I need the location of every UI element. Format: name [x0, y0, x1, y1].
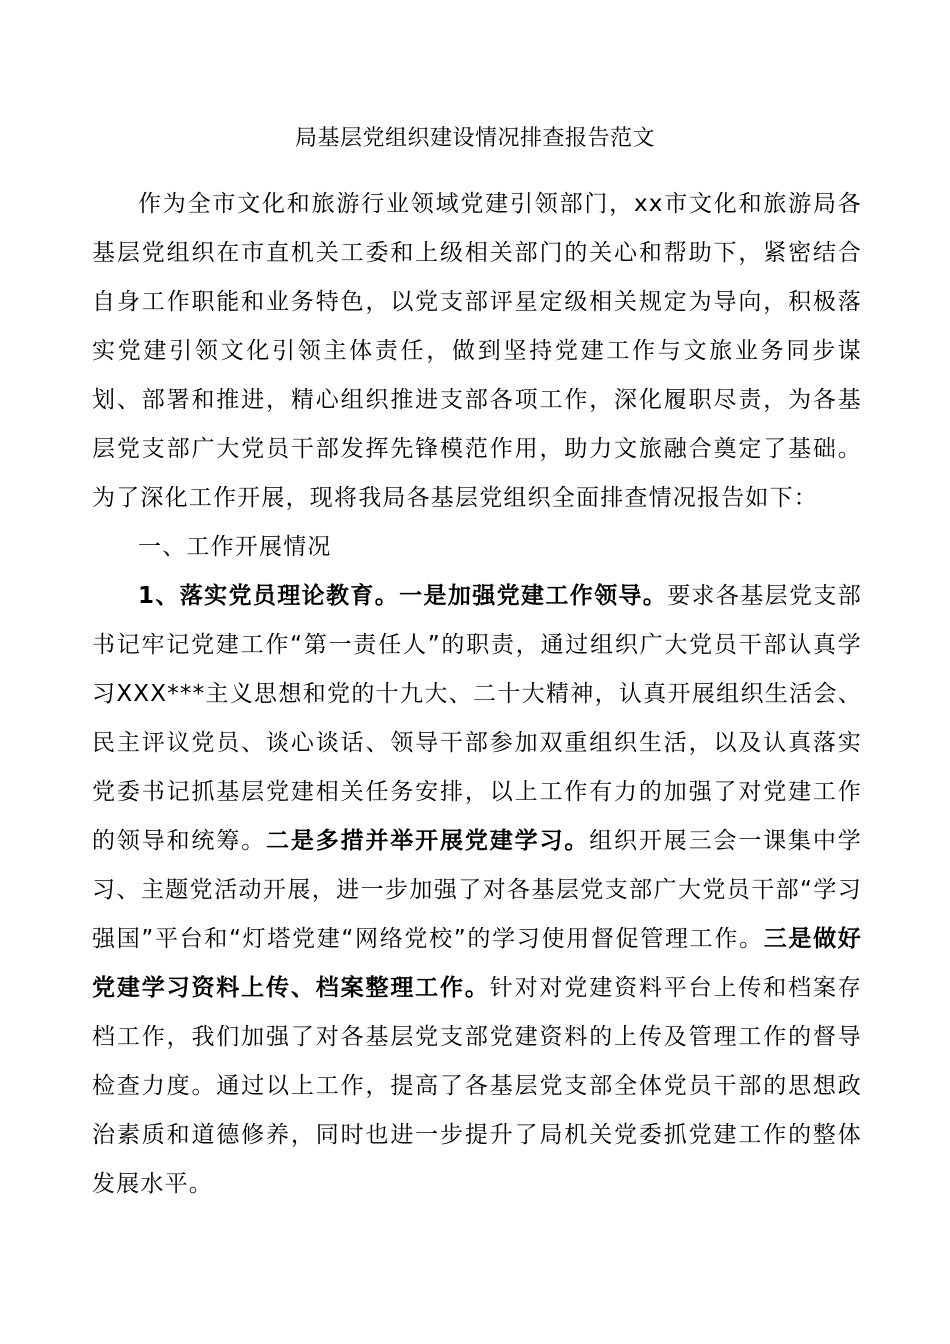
item1-paragraph — [92, 572, 862, 1209]
point1-text: 要求各基层党支部书记牢记党建工作“第一责任人”的职责，通过组织广大党员干部认真学习XXX***主义思想和党的十九大、二十大精神，认真开展组织生活会、民主评议党员、谈心谈话、领导干部参加双重组织生活，以及认真落实党委书记抓基层党建相关任务安排，以上工作有力的加强了对党建工作的领导和统筹。 — [92, 583, 862, 854]
section-heading: 一、工作开展情况 — [138, 534, 332, 560]
item1-heading: 1、落实党员理论教育。 — [138, 583, 400, 609]
document-body — [92, 180, 862, 1209]
point3-text: 针对对党建资料平台上传和档案存档工作，我们加强了对各基层党支部党建资料的上传及管理工作的督导检查力度。通过以上工作，提高了各基层党支部全体党员干部的思想政治素质和道德修养，同时也进一步提升了局机关党委抓党建工作的整体发展水平。 — [92, 975, 863, 1197]
point1-title: 一是加强党建工作领导。 — [399, 583, 668, 609]
point2-title: 二是多措并举开展党建学习。 — [266, 828, 590, 854]
intro-paragraph: 作为全市文化和旅游行业领域党建引领部门，xx市文化和旅游局各基层党组织在市直机关工委和上级相关部门的关心和帮助下，紧密结合自身工作职能和业务特色，以党支部评星定级相关规定为导向，积极落实党建引领文化引领主体责任，做到坚持党建工作与文旅业务同步谋划、部署和推进，精心组织推进支部各项工作，深化履职尽责，为各基层党支部广大党员干部发挥先锋模范作用，助力文旅融合奠定了基础。为了深化工作开展，现将我局各基层党组织全面排查情况报告如下： — [92, 191, 862, 511]
point2-text: 组织开展三会一课集中学习、主题党活动开展，进一步加强了对各基层党支部广大党员干部“学习强国”平台和“灯塔党建“网络党校”的学习使用督促管理工作。 — [92, 828, 862, 952]
document-title: 局基层党组织建设情况排查报告范文 — [294, 126, 655, 151]
point3-title: 三是做好党建学习资料上传、档案整理工作。 — [92, 926, 862, 1001]
